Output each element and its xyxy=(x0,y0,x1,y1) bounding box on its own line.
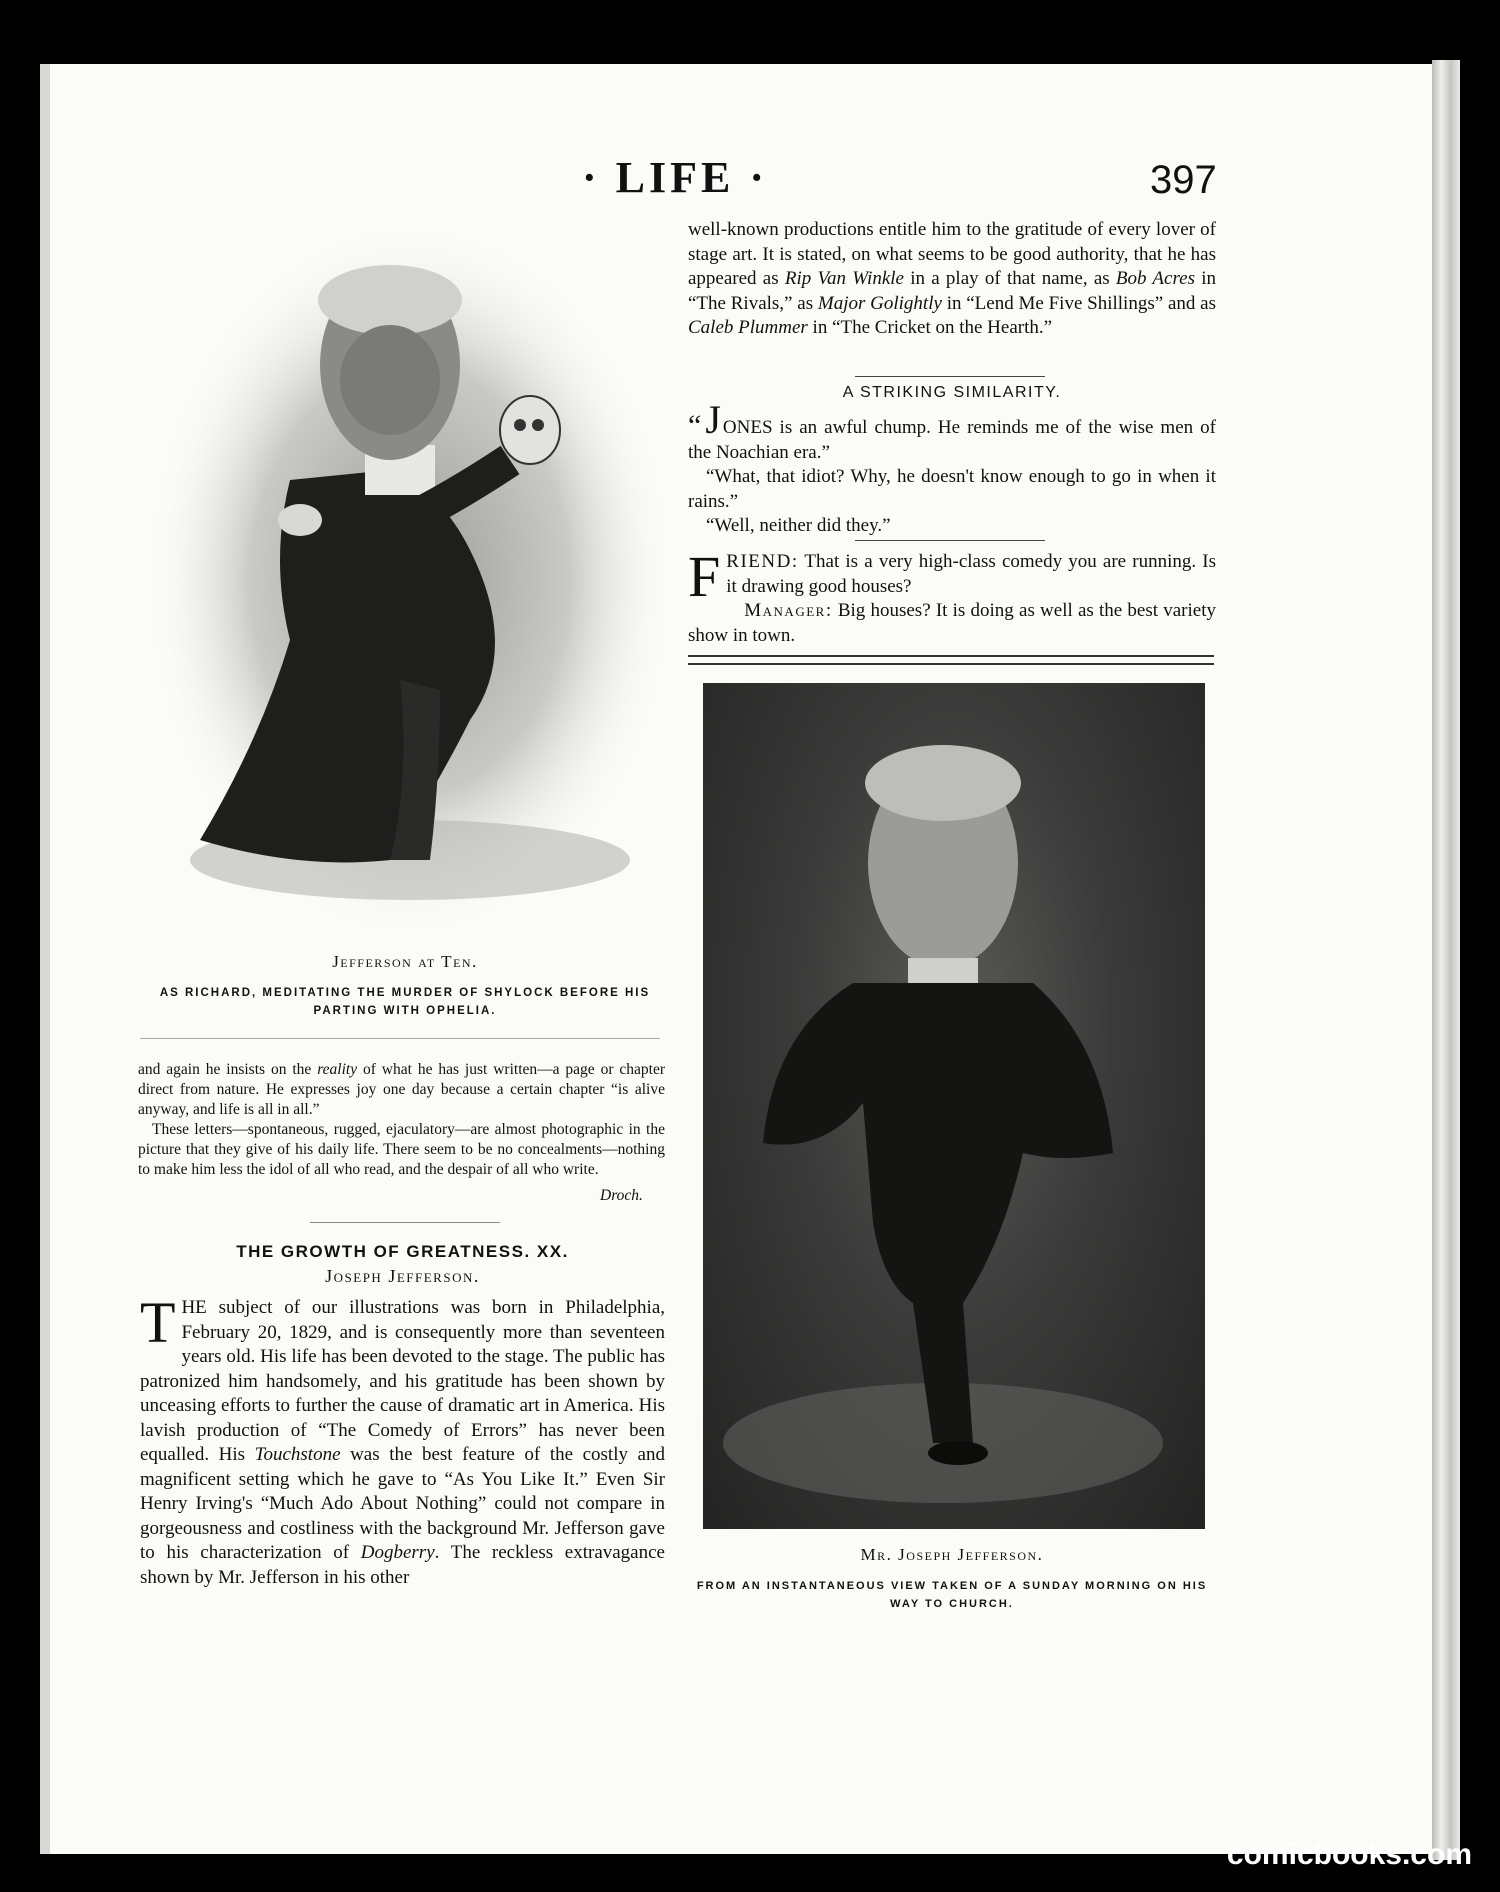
caption-right-subtitle: FROM AN INSTANTANEOUS VIEW TAKEN OF A SUNDAY MORNING ON HIS WAY TO CHURCH. xyxy=(696,1580,1208,1610)
similarity-text: “Well, neither did they.” xyxy=(706,515,891,536)
growth-text: HE subject of our illustrations was born in Philadelphia, February 20, 1829, and is consequently more than seventeen years old. His life has been devoted to the stage. The public has patronized him handsomely, and his gratitude has been shown by unceasing efforts to further the cause of dramatic art in America. His lavish production of “The Comedy of Errors” has never been equalled. His xyxy=(140,1297,665,1465)
section-double-rule xyxy=(688,655,1214,665)
jefferson-at-ten-illustration xyxy=(140,220,680,940)
italic-dogberry: Dogberry xyxy=(360,1542,435,1563)
intro-text: in a play of that name, as xyxy=(903,268,1116,289)
friend-text: That is a very high-class comedy you are running. Is it drawing good houses? xyxy=(726,551,1216,597)
friend-label: RIEND: xyxy=(726,551,799,572)
italic-touchstone: Touchstone xyxy=(254,1444,341,1465)
similarity-text: “What, that idiot? Why, he doesn't know enough to go in when it rains.” xyxy=(688,466,1216,512)
growth-text: was the best feature of the costly and magnificent setting which he gave to “As You Like It.” Even Sir Henry Irving's “Much Ado About Nothing” could not compare in gorgeousness and costliness with the background Mr. Jefferson gave to his characterization of xyxy=(140,1444,665,1563)
friend-line xyxy=(688,544,1216,609)
open-quote: “ xyxy=(688,409,702,442)
joseph-jefferson-photo xyxy=(703,683,1205,1529)
drop-cap-j: J xyxy=(705,397,721,442)
divider xyxy=(140,1038,660,1039)
similarity-heading: A STRIKING SIMILARITY. xyxy=(842,384,1062,401)
right-intro-column xyxy=(688,218,1216,341)
growth-column xyxy=(140,1290,665,1590)
manager-label: Manager: xyxy=(744,600,833,621)
manager-line xyxy=(688,599,1216,648)
friend-column xyxy=(688,544,1216,648)
divider xyxy=(855,540,1045,541)
droch-text: and again he insists on the xyxy=(138,1061,318,1078)
page-edge xyxy=(1432,60,1460,1860)
italic-caleb-plummer: Caleb Plummer xyxy=(688,317,808,338)
caption-left-title: Jefferson at Ten. xyxy=(332,952,478,971)
drop-cap-f: F xyxy=(688,544,721,609)
growth-text: . The reckless extravagance shown by Mr. Jefferson in his other xyxy=(140,1542,665,1588)
photo-figure xyxy=(703,683,1205,1529)
similarity-line-3 xyxy=(688,514,1216,539)
page-gutter xyxy=(40,64,50,1854)
intro-text: in “The Rivals,” as xyxy=(688,268,1217,314)
droch-text: These letters—spontaneous, rugged, ejaculatory—are almost photographic in the picture that they give of his daily life. There seem to be no concealments—nothing to make him less the idol of all who read, and the despair of all who write. xyxy=(138,1121,665,1178)
manager-text: Big houses? It is doing as well as the best variety show in town. xyxy=(688,600,1216,646)
growth-heading: THE GROWTH OF GREATNESS. XX. xyxy=(236,1242,569,1261)
droch-column xyxy=(138,1060,665,1180)
droch-paragraph-1 xyxy=(138,1060,665,1120)
drop-cap-t: T xyxy=(140,1290,176,1355)
growth-paragraph xyxy=(140,1290,665,1590)
similarity-line-1 xyxy=(688,397,1216,465)
divider xyxy=(855,376,1045,377)
italic-bob-acres: Bob Acres xyxy=(1115,268,1195,289)
similarity-line-2 xyxy=(688,465,1216,514)
droch-signature: Droch. xyxy=(600,1187,643,1204)
italic-rip-van-winkle: Rip Van Winkle xyxy=(784,268,904,289)
divider xyxy=(310,1222,500,1223)
italic-reality: reality xyxy=(317,1061,358,1078)
similarity-text: ONES is an awful chump. He reminds me of the wise men of the Noachian era.” xyxy=(688,417,1216,463)
droch-paragraph-2 xyxy=(138,1120,665,1180)
masthead: · LIFE · xyxy=(581,153,769,202)
italic-major-golightly: Major Golightly xyxy=(817,292,942,314)
growth-subheading: Joseph Jefferson. xyxy=(325,1266,480,1286)
right-intro-paragraph xyxy=(688,218,1216,341)
intro-text: in “Lend Me Five Shillings” and as xyxy=(941,292,1216,314)
page-number: 397 xyxy=(1150,158,1217,202)
watermark-logo: comicbooks.com xyxy=(1226,1838,1472,1871)
droch-text: of what he has just written—a page or chapter direct from nature. He expresses joy one day because a certain chapter “is alive anyway, and life is all in all.” xyxy=(138,1061,666,1118)
intro-text: well-known productions entitle him to the gratitude of every lover of stage art. It is stated, on what seems to be good authority, that he has appeared as xyxy=(688,219,1216,289)
caption-left-subtitle: AS RICHARD, MEDITATING THE MURDER OF SHYLOCK BEFORE HIS PARTING WITH OPHELIA. xyxy=(159,987,651,1017)
intro-text: in “The Cricket on the Hearth.” xyxy=(807,317,1053,338)
caption-right-title: Mr. Joseph Jefferson. xyxy=(860,1545,1044,1564)
similarity-column xyxy=(688,397,1216,539)
